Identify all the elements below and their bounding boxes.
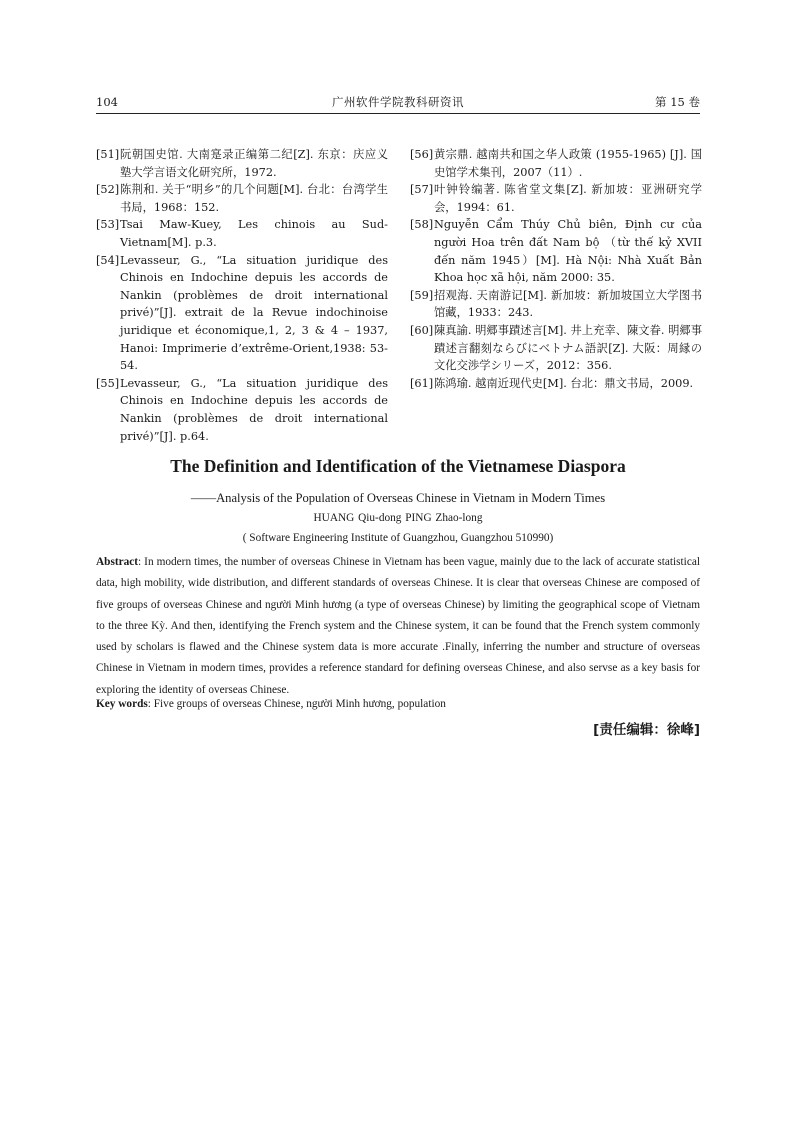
keywords-text: : Five groups of overseas Chinese, người Minh hương, population <box>147 698 446 710</box>
reference-item <box>96 375 388 445</box>
reference-text: Levasseur, G., “La situation juridique des Chinois en Indochine depuis les accords de Nankin (problèmes de droit international privé)”[J]. extrait de la Revue indochinoise juridique et économique,1, 2, 3 & 4 – 1937, Hanoi: Imprimerie d’extrême-Orient,1938: 53-54. <box>120 253 388 373</box>
reference-number: [57] <box>410 183 434 197</box>
authors: HUANG Qiu-dong PING Zhao-long <box>313 512 483 524</box>
reference-text: Levasseur, G., “La situation juridique des Chinois en Indochine depuis les accords de Nankin (problèmes de droit international privé)”[J]. p.64. <box>120 376 388 443</box>
reference-item <box>410 322 702 375</box>
page-number: 104 <box>96 95 118 109</box>
editor-note: [责任编辑：徐峰] <box>593 722 700 738</box>
reference-text: Nguyễn Cẩm Thúy Chủ biên, Định cư của người Hoa trên đất Nam bộ （từ thế kỷ XVII đến năm 1945）[M]. Hà Nội: Nhà Xuất Bản Khoa học xã hội, năm 2000: 35. <box>434 218 702 285</box>
reference-number: [60] <box>410 323 434 337</box>
reference-number: [59] <box>410 288 434 302</box>
abstract-label: Abstract <box>96 556 139 568</box>
reference-number: [55] <box>96 376 120 390</box>
reference-number: [51] <box>96 148 120 161</box>
reference-item <box>96 216 388 251</box>
reference-text: 招观海. 天南游记[M]. 新加坡：新加坡国立大学图书馆藏，1933：243. <box>434 288 702 320</box>
reference-number: [56] <box>410 148 434 161</box>
reference-item <box>410 146 702 181</box>
volume-label: 第 15 卷 <box>655 95 700 109</box>
reference-item <box>96 181 388 216</box>
journal-name: 广州软件学院教科研资讯 <box>332 95 464 109</box>
reference-item <box>410 216 702 286</box>
reference-text: 陈鸿瑜. 越南近现代史[M]. 台北：鼎文书局，2009. <box>434 376 694 390</box>
keywords-label: Key words <box>96 698 148 710</box>
reference-text: 阮朝国史馆. 大南寔录正编第二纪[Z]. 东京：庆应义塾大学言语文化研究所，1972. <box>120 148 388 179</box>
reference-item <box>410 181 702 216</box>
reference-text: 叶钟铃编著. 陈省堂文集[Z]. 新加坡：亚洲研究学会，1994：61. <box>434 183 702 214</box>
reference-text: 陈荆和. 关于“明乡”的几个问题[M]. 台北：台湾学生书局，1968：152. <box>120 183 388 214</box>
reference-number: [52] <box>96 183 120 197</box>
keywords <box>96 698 700 710</box>
references-right-column <box>410 146 702 392</box>
abstract <box>96 552 700 701</box>
reference-number: [53] <box>96 218 120 232</box>
reference-number: [54] <box>96 253 120 267</box>
paper-title: The Definition and Identification of the Vietnamese Diaspora <box>170 456 626 476</box>
references-left-column <box>96 146 388 445</box>
paper-subtitle: ——Analysis of the Population of Overseas Chinese in Vietnam in Modern Times <box>190 491 606 505</box>
reference-text: Tsai Maw-Kuey, Les chinois au Sud-Vietnam[M]. p.3. <box>120 218 388 249</box>
reference-item <box>96 252 388 375</box>
affiliation: ( Software Engineering Institute of Guangzhou, Guangzhou 510990) <box>242 532 554 544</box>
page-header <box>96 92 700 112</box>
reference-text: 陳真諭. 明郷事蹟述言[M]. 井上充幸、陳文眷. 明郷事蹟述言翻刻ならびにベトナム語訳[Z]. 大阪：周縁の文化交渉学シリーズ，2012：356. <box>434 323 702 373</box>
reference-number: [61] <box>410 376 434 390</box>
reference-text: 黄宗鼎. 越南共和国之华人政策 (1955-1965) [J]. 国史馆学术集刊，2007（11）. <box>434 148 702 179</box>
reference-number: [58] <box>410 218 434 232</box>
abstract-text: : In modern times, the number of overseas Chinese in Vietnam has been vague, mainly due to the lack of accurate statistical data, high mobility, wide distribution, and different standards of overseas Chinese. It is clear that overseas Chinese are composed of five groups of overseas Chinese and người Minh hương (a type of overseas Chinese) by limiting the geographical scope of Vietnam to the three Kỳ. And then, identifying the French system and the Chinese system, it can be found that the French system commonly used by scholars is flawed and the Chinese system data is more accurate .Finally, inferring the number and structure of overseas Chinese in Vietnam in modern times, provides a reference standard for defining overseas Chinese, and also servse as a key basis for exploring the identity of overseas Chinese. <box>96 556 700 696</box>
header-rule <box>96 113 700 114</box>
reference-item <box>410 287 702 322</box>
reference-item <box>410 375 702 393</box>
reference-item <box>96 146 388 181</box>
